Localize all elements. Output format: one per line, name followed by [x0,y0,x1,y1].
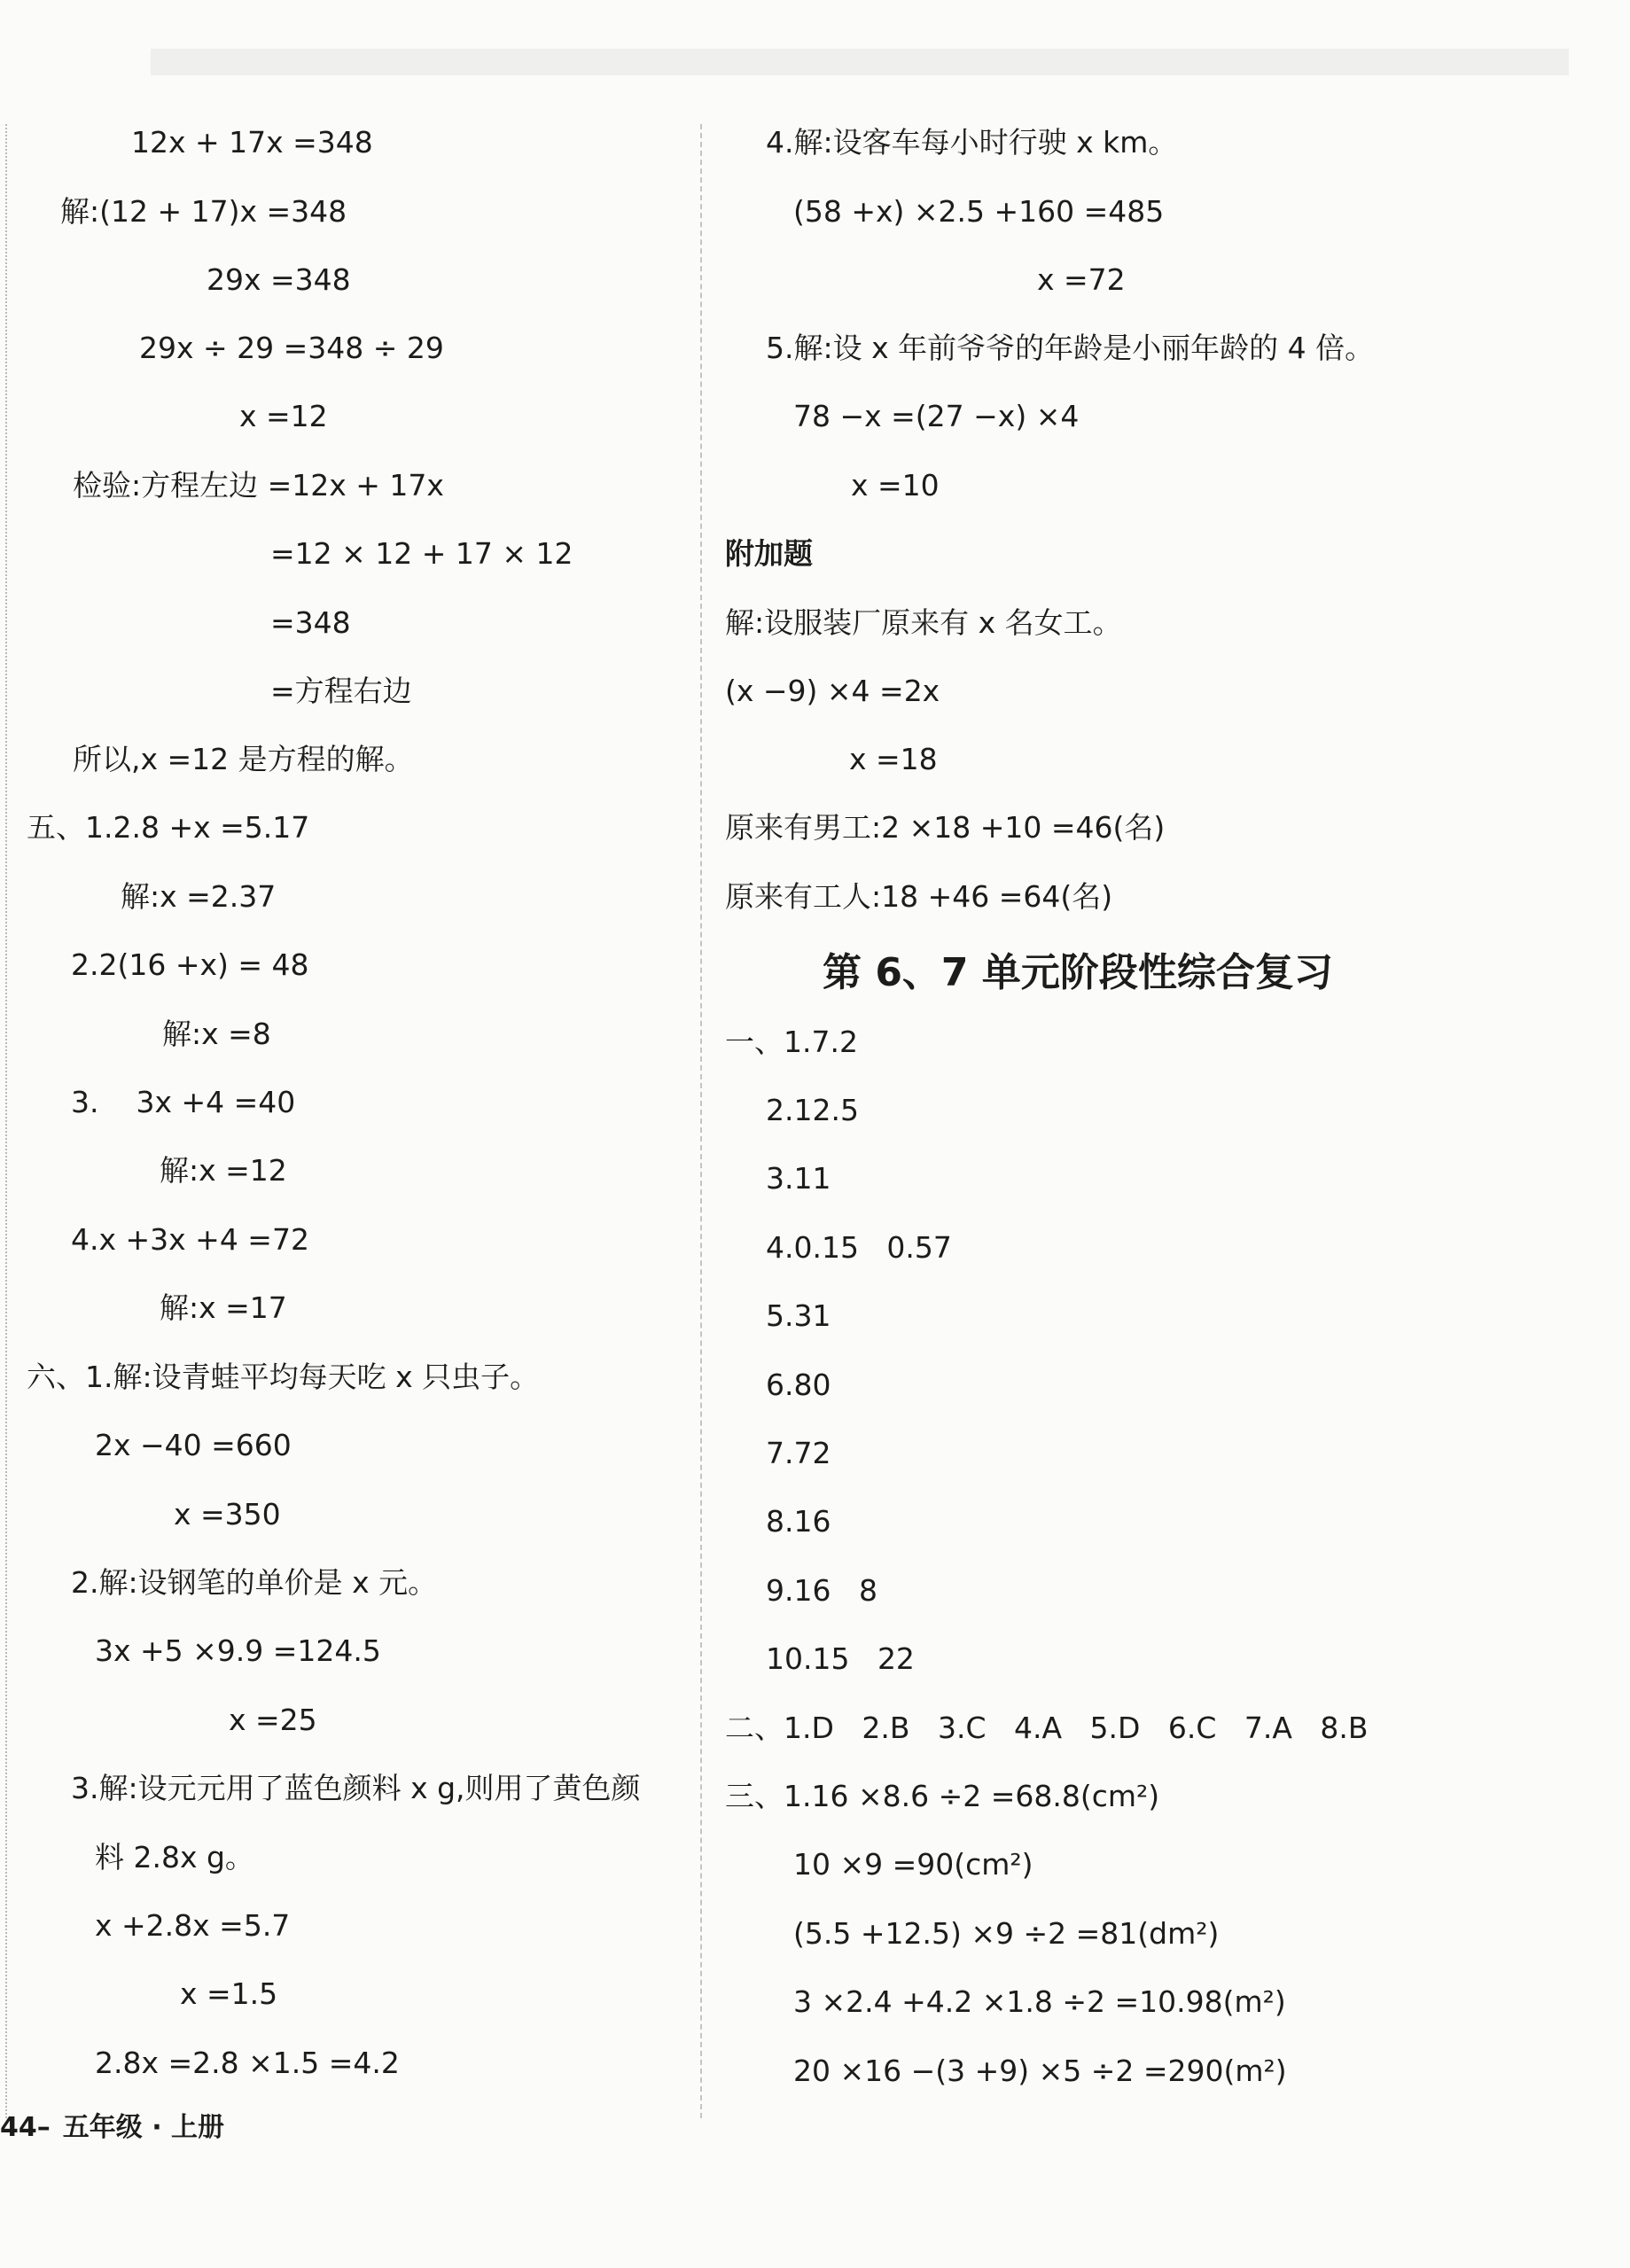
answer-line: 3.解:设元元用了蓝色颜料 x g,则用了黄色颜 [71,1771,641,1805]
answer-line: 原来有工人:18 +46 =64(名) [725,879,1113,914]
section-title: 第 6、7 单元阶段性综合复习 [823,950,1333,995]
answer-line: x =350 [174,1497,281,1531]
answer-line: 10 ×9 =90(cm²) [793,1847,1033,1882]
answer-line: 原来有男工:2 ×18 +10 =46(名) [725,810,1166,845]
column-divider [700,124,702,2118]
answer-line: 2.8x =2.8 ×1.5 =4.2 [95,2046,400,2080]
answer-line: 3.11 [766,1161,831,1196]
page-footer [0,2105,224,2144]
answer-line: x =25 [229,1703,317,1737]
answer-line: 2.12.5 [766,1093,859,1127]
answer-line: 检验:方程左边 =12x + 17x [73,468,444,503]
answer-line: 20 ×16 −(3 +9) ×5 ÷2 =290(m²) [793,2054,1287,2088]
answer-line: 三、1.16 ×8.6 ÷2 =68.8(cm²) [725,1779,1160,1813]
answer-line: 4.解:设客车每小时行驶 x km。 [766,125,1178,160]
answer-line: 2.2(16 +x) = 48 [71,947,309,982]
answer-line: 2x −40 =660 [95,1428,292,1462]
answer-line: 12x + 17x =348 [131,125,373,160]
answer-line: x =72 [1037,262,1126,297]
answer-line: 一、1.7.2 [725,1025,858,1059]
answer-line: 5.31 [766,1298,831,1333]
answer-line: 4.0.15 0.57 [766,1230,952,1265]
answer-line: =方程右边 [270,674,412,708]
answer-line: 解:x =2.37 [121,879,277,914]
answer-line: x =1.5 [180,1976,278,2011]
answer-line: 解:设服装厂原来有 x 名女工。 [725,605,1122,640]
answer-line: 六、1.解:设青蛙平均每天吃 x 只虫子。 [27,1360,540,1394]
answer-line: 29x ÷ 29 =348 ÷ 29 [139,331,444,365]
answer-line: (5.5 +12.5) ×9 ÷2 =81(dm²) [793,1916,1220,1951]
answer-line: 解:x =17 [160,1290,287,1325]
answer-line: 8.16 [766,1504,831,1539]
answer-line: 解:x =8 [162,1017,271,1051]
top-band [151,49,1569,75]
answer-line: 78 −x =(27 −x) ×4 [793,399,1080,433]
answer-line: x =12 [239,399,328,433]
answer-line: 10.15 22 [766,1641,915,1676]
answer-line: 所以,x =12 是方程的解。 [73,742,414,776]
grade-label: 五年级 · 上册 [62,2112,225,2143]
answer-line: 4.x +3x +4 =72 [71,1222,309,1257]
answer-line: 5.解:设 x 年前爷爷的年龄是小丽年龄的 4 倍。 [766,331,1375,365]
answer-line: (58 +x) ×2.5 +160 =485 [793,194,1165,229]
page-number: 44– [0,2112,51,2143]
answer-line: 3 ×2.4 +4.2 ×1.8 ÷2 =10.98(m²) [793,1984,1286,2019]
answer-line: 29x =348 [207,262,351,297]
answer-line: 解:(12 + 17)x =348 [60,194,347,229]
answer-line: 3. 3x +4 =40 [71,1085,296,1119]
bonus-heading: 附加题 [725,536,813,571]
answer-line: 7.72 [766,1436,831,1470]
answer-line: 解:x =12 [160,1153,287,1188]
answer-line: x +2.8x =5.7 [95,1908,291,1943]
answer-line: (x −9) ×4 =2x [725,674,940,708]
answer-line: =348 [270,605,351,640]
answer-line: x =10 [851,468,940,503]
answer-line: 料 2.8x g。 [95,1840,254,1874]
answer-line: 6.80 [766,1368,831,1402]
answer-line: 二、1.D 2.B 3.C 4.A 5.D 6.C 7.A 8.B [725,1711,1369,1745]
answer-line: 3x +5 ×9.9 =124.5 [95,1633,381,1668]
answer-line: x =18 [849,742,938,776]
left-margin-rule [5,124,7,2118]
answer-line: 五、1.2.8 +x =5.17 [27,810,310,845]
answer-line: 9.16 8 [766,1573,877,1608]
answer-line: =12 × 12 + 17 × 12 [270,536,573,571]
answer-line: 2.解:设钢笔的单价是 x 元。 [71,1565,438,1600]
